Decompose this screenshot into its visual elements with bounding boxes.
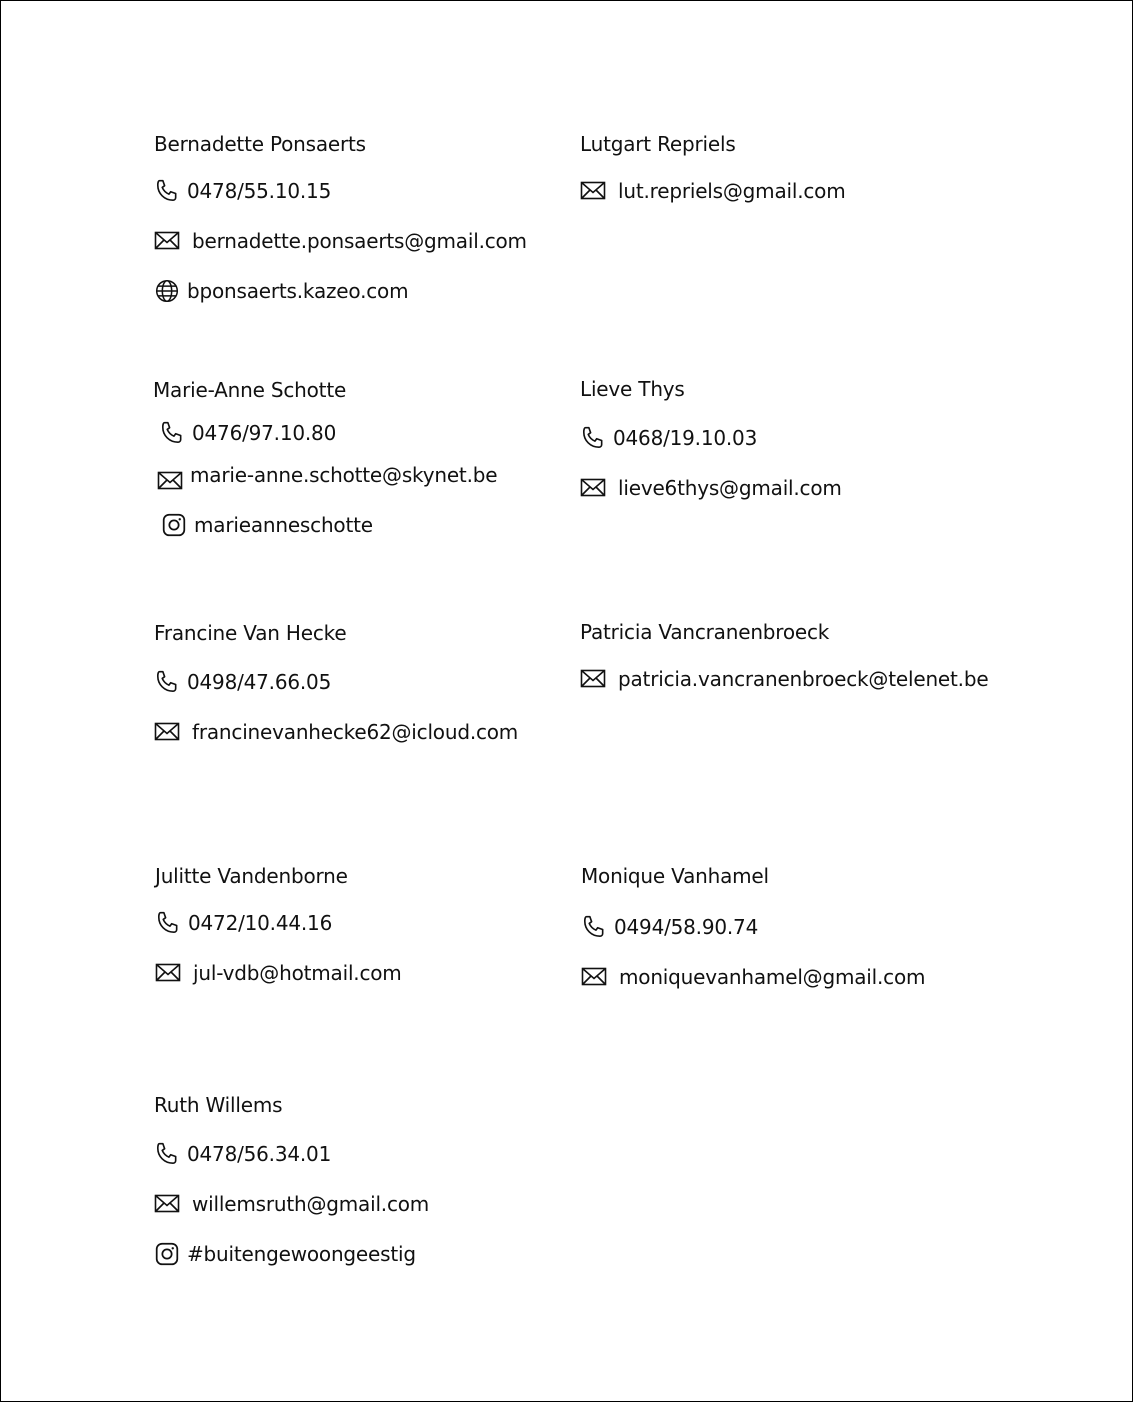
instagram-handle: #buitengewoongeestig [187,1242,416,1266]
phone-icon [154,1141,180,1167]
contact-card [580,620,1000,691]
phone-icon [580,425,606,451]
phone-line[interactable] [580,425,757,451]
instagram-handle: marieanneschotte [194,513,373,537]
email-line[interactable] [154,1191,429,1217]
contact-name: Bernadette Ponsaerts [154,132,366,156]
envelope-icon [154,719,180,745]
phone-icon [581,914,607,940]
phone-line[interactable] [154,1141,331,1167]
email-line[interactable] [580,178,846,204]
website-line[interactable] [154,278,408,304]
contact-name: Julitte Vandenborne [155,864,348,888]
phone-line[interactable] [154,178,331,204]
contact-card [155,864,575,985]
phone-line[interactable] [154,669,331,695]
contact-card [154,132,574,303]
email-line[interactable] [154,228,527,254]
phone-icon [154,178,180,204]
phone-number: 0472/10.44.16 [188,911,333,935]
phone-number: 0478/56.34.01 [187,1142,332,1166]
contact-name: Marie-Anne Schotte [153,378,347,402]
phone-number: 0478/55.10.15 [187,179,332,203]
phone-icon [154,669,180,695]
phone-number: 0494/58.90.74 [614,915,759,939]
instagram-line[interactable] [161,512,373,538]
email-address: lieve6thys@gmail.com [618,476,842,500]
envelope-icon [580,475,606,501]
contact-card [154,1093,574,1266]
email-address: bernadette.ponsaerts@gmail.com [192,229,527,253]
envelope-icon [580,178,606,204]
email-line[interactable] [580,475,842,501]
instagram-icon [161,512,187,538]
envelope-icon [581,964,607,990]
contact-card [581,864,1001,989]
envelope-icon [580,666,606,692]
email-address: lut.repriels@gmail.com [618,179,846,203]
website-url: bponsaerts.kazeo.com [187,279,409,303]
contact-name: Lutgart Repriels [580,132,736,156]
instagram-icon [154,1241,180,1267]
phone-line[interactable] [581,914,758,940]
phone-icon [159,420,185,446]
email-line[interactable] [157,463,498,492]
phone-icon [155,910,181,936]
globe-icon [154,278,180,304]
contact-card [580,377,1000,500]
envelope-icon [157,466,183,492]
email-address: moniquevanhamel@gmail.com [619,965,926,989]
email-address: francinevanhecke62@icloud.com [192,720,519,744]
phone-number: 0476/97.10.80 [192,421,337,445]
phone-line[interactable] [159,420,336,446]
contact-card [154,621,574,744]
phone-number: 0468/19.10.03 [613,426,758,450]
contact-card [153,378,573,537]
phone-line[interactable] [155,910,332,936]
contact-name: Francine Van Hecke [154,621,347,645]
email-line[interactable] [581,964,925,990]
email-address: jul-vdb@hotmail.com [193,961,402,985]
email-address: willemsruth@gmail.com [192,1192,430,1216]
envelope-icon [154,1191,180,1217]
contact-name: Patricia Vancranenbroeck [580,620,830,644]
envelope-icon [155,960,181,986]
email-line[interactable] [154,719,518,745]
email-address: patricia.vancranenbroeck@telenet.be [618,667,989,691]
envelope-icon [154,228,180,254]
email-line[interactable] [155,960,402,986]
contact-name: Monique Vanhamel [581,864,769,888]
phone-number: 0498/47.66.05 [187,670,332,694]
contact-card [580,132,1000,203]
email-line[interactable] [580,666,988,692]
email-address: marie-anne.schotte@skynet.be [190,463,498,487]
instagram-line[interactable] [154,1241,416,1267]
contact-name: Lieve Thys [580,377,685,401]
contact-name: Ruth Willems [154,1093,283,1117]
